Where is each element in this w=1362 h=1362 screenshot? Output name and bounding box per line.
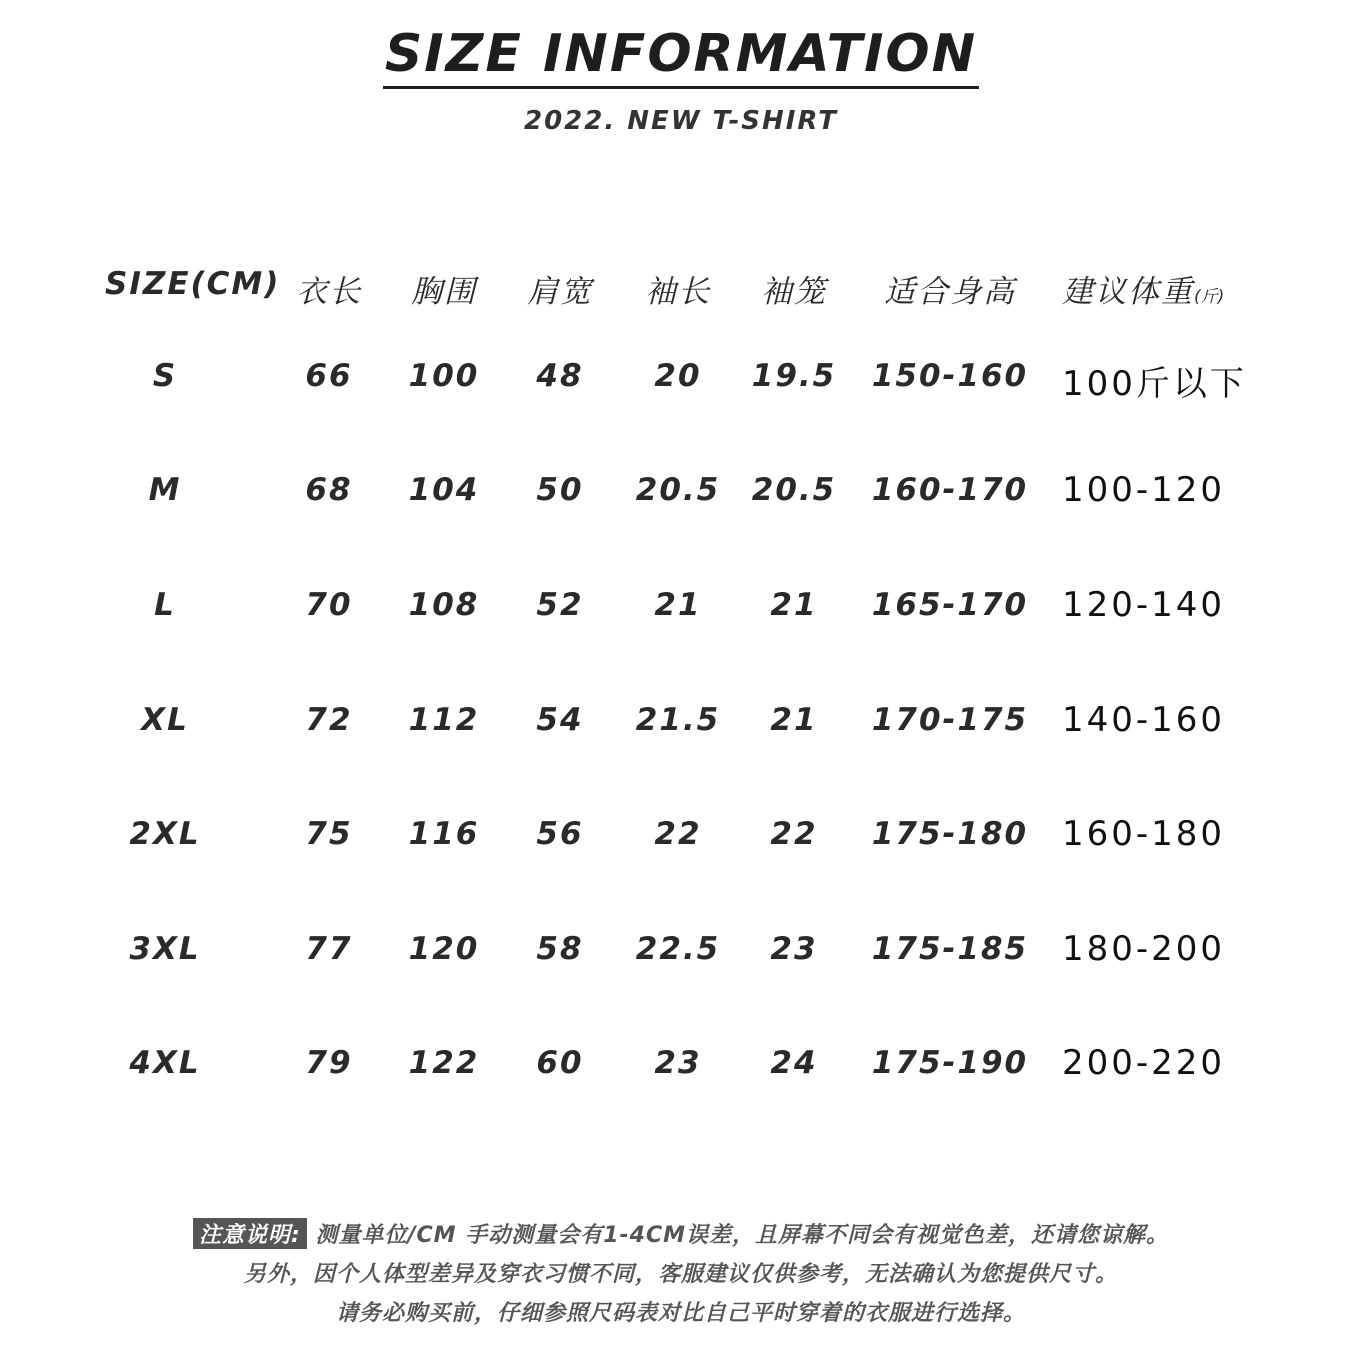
header-weight-unit: (斤) bbox=[1194, 287, 1225, 307]
cell-shoulder: 60 bbox=[536, 1045, 584, 1081]
cell-armhole: 20.5 bbox=[751, 472, 837, 508]
header-size: SIZE(CM) bbox=[105, 266, 281, 302]
note-line-3: 请务必购买前，仔细参照尺码表对比自己平时穿着的衣服进行选择。 bbox=[335, 1301, 1026, 1326]
cell-height: 175-185 bbox=[871, 931, 1029, 967]
cell-shoulder: 52 bbox=[536, 587, 584, 623]
cell-length: 79 bbox=[305, 1045, 353, 1081]
header-shoulder: 肩宽 bbox=[527, 274, 593, 310]
cell-sleeve: 21.5 bbox=[635, 702, 721, 738]
header-chest: 胸围 bbox=[411, 274, 477, 310]
cell-chest: 120 bbox=[408, 931, 480, 967]
cell-chest: 122 bbox=[408, 1045, 480, 1081]
cell-armhole: 21 bbox=[770, 702, 818, 738]
cell-shoulder: 58 bbox=[536, 931, 584, 967]
header-sleeve: 袖长 bbox=[645, 274, 711, 310]
cell-sleeve: 22 bbox=[654, 816, 702, 852]
cell-armhole: 24 bbox=[770, 1045, 818, 1081]
cell-weight: 180-200 bbox=[1062, 929, 1226, 969]
cell-weight: 160-180 bbox=[1062, 814, 1226, 854]
cell-armhole: 23 bbox=[770, 931, 818, 967]
cell-chest: 108 bbox=[408, 587, 480, 623]
header-armhole: 袖笼 bbox=[761, 274, 827, 310]
cell-height: 160-170 bbox=[871, 472, 1029, 508]
cell-weight: 120-140 bbox=[1062, 585, 1226, 625]
page-subtitle: 2022. NEW T-SHIRT bbox=[524, 106, 838, 136]
cell-sleeve: 20.5 bbox=[635, 472, 721, 508]
cell-weight: 100斤以下 bbox=[1062, 364, 1247, 404]
cell-length: 68 bbox=[305, 472, 353, 508]
cell-size: L bbox=[154, 587, 176, 623]
cell-size: 2XL bbox=[129, 816, 201, 852]
cell-weight: 100-120 bbox=[1062, 470, 1226, 510]
cell-length: 77 bbox=[305, 931, 353, 967]
cell-height: 150-160 bbox=[871, 358, 1029, 394]
cell-shoulder: 56 bbox=[536, 816, 584, 852]
cell-armhole: 19.5 bbox=[751, 358, 837, 394]
cell-height: 175-180 bbox=[871, 816, 1029, 852]
title-text: SIZE INFORMATION bbox=[383, 24, 979, 89]
note-line-1 bbox=[0, 1218, 1362, 1249]
cell-size: M bbox=[148, 472, 182, 508]
cell-sleeve: 21 bbox=[654, 587, 702, 623]
cell-sleeve: 23 bbox=[654, 1045, 702, 1081]
cell-height: 170-175 bbox=[871, 702, 1029, 738]
cell-length: 70 bbox=[305, 587, 353, 623]
cell-length: 72 bbox=[305, 702, 353, 738]
cell-size: 3XL bbox=[129, 931, 201, 967]
cell-shoulder: 50 bbox=[536, 472, 584, 508]
header-weight-label: 建议体重 bbox=[1062, 274, 1194, 310]
header-length: 衣长 bbox=[296, 274, 362, 310]
cell-sleeve: 20 bbox=[654, 358, 702, 394]
cell-shoulder: 54 bbox=[536, 702, 584, 738]
note-label: 注意说明: bbox=[193, 1218, 307, 1249]
cell-armhole: 22 bbox=[770, 816, 818, 852]
cell-length: 75 bbox=[305, 816, 353, 852]
cell-height: 175-190 bbox=[871, 1045, 1029, 1081]
note-text-1: 测量单位/CM 手动测量会有1-4CM误差，且屏幕不同会有视觉色差，还请您谅解。 bbox=[315, 1223, 1169, 1248]
header-weight bbox=[1062, 266, 1282, 311]
cell-size: XL bbox=[141, 702, 189, 738]
cell-weight: 200-220 bbox=[1062, 1043, 1226, 1083]
cell-weight: 140-160 bbox=[1062, 700, 1226, 740]
cell-armhole: 21 bbox=[770, 587, 818, 623]
cell-height: 165-170 bbox=[871, 587, 1029, 623]
cell-shoulder: 48 bbox=[536, 358, 584, 394]
cell-length: 66 bbox=[305, 358, 353, 394]
cell-chest: 116 bbox=[408, 816, 480, 852]
cell-size: S bbox=[152, 358, 178, 394]
cell-size: 4XL bbox=[129, 1045, 201, 1081]
cell-sleeve: 22.5 bbox=[635, 931, 721, 967]
cell-chest: 112 bbox=[408, 702, 480, 738]
cell-chest: 100 bbox=[408, 358, 480, 394]
cell-chest: 104 bbox=[408, 472, 480, 508]
note-line-2: 另外，因个人体型差异及穿衣习惯不同，客服建议仅供参考，无法确认为您提供尺寸。 bbox=[243, 1262, 1118, 1287]
header-height: 适合身高 bbox=[884, 274, 1016, 310]
